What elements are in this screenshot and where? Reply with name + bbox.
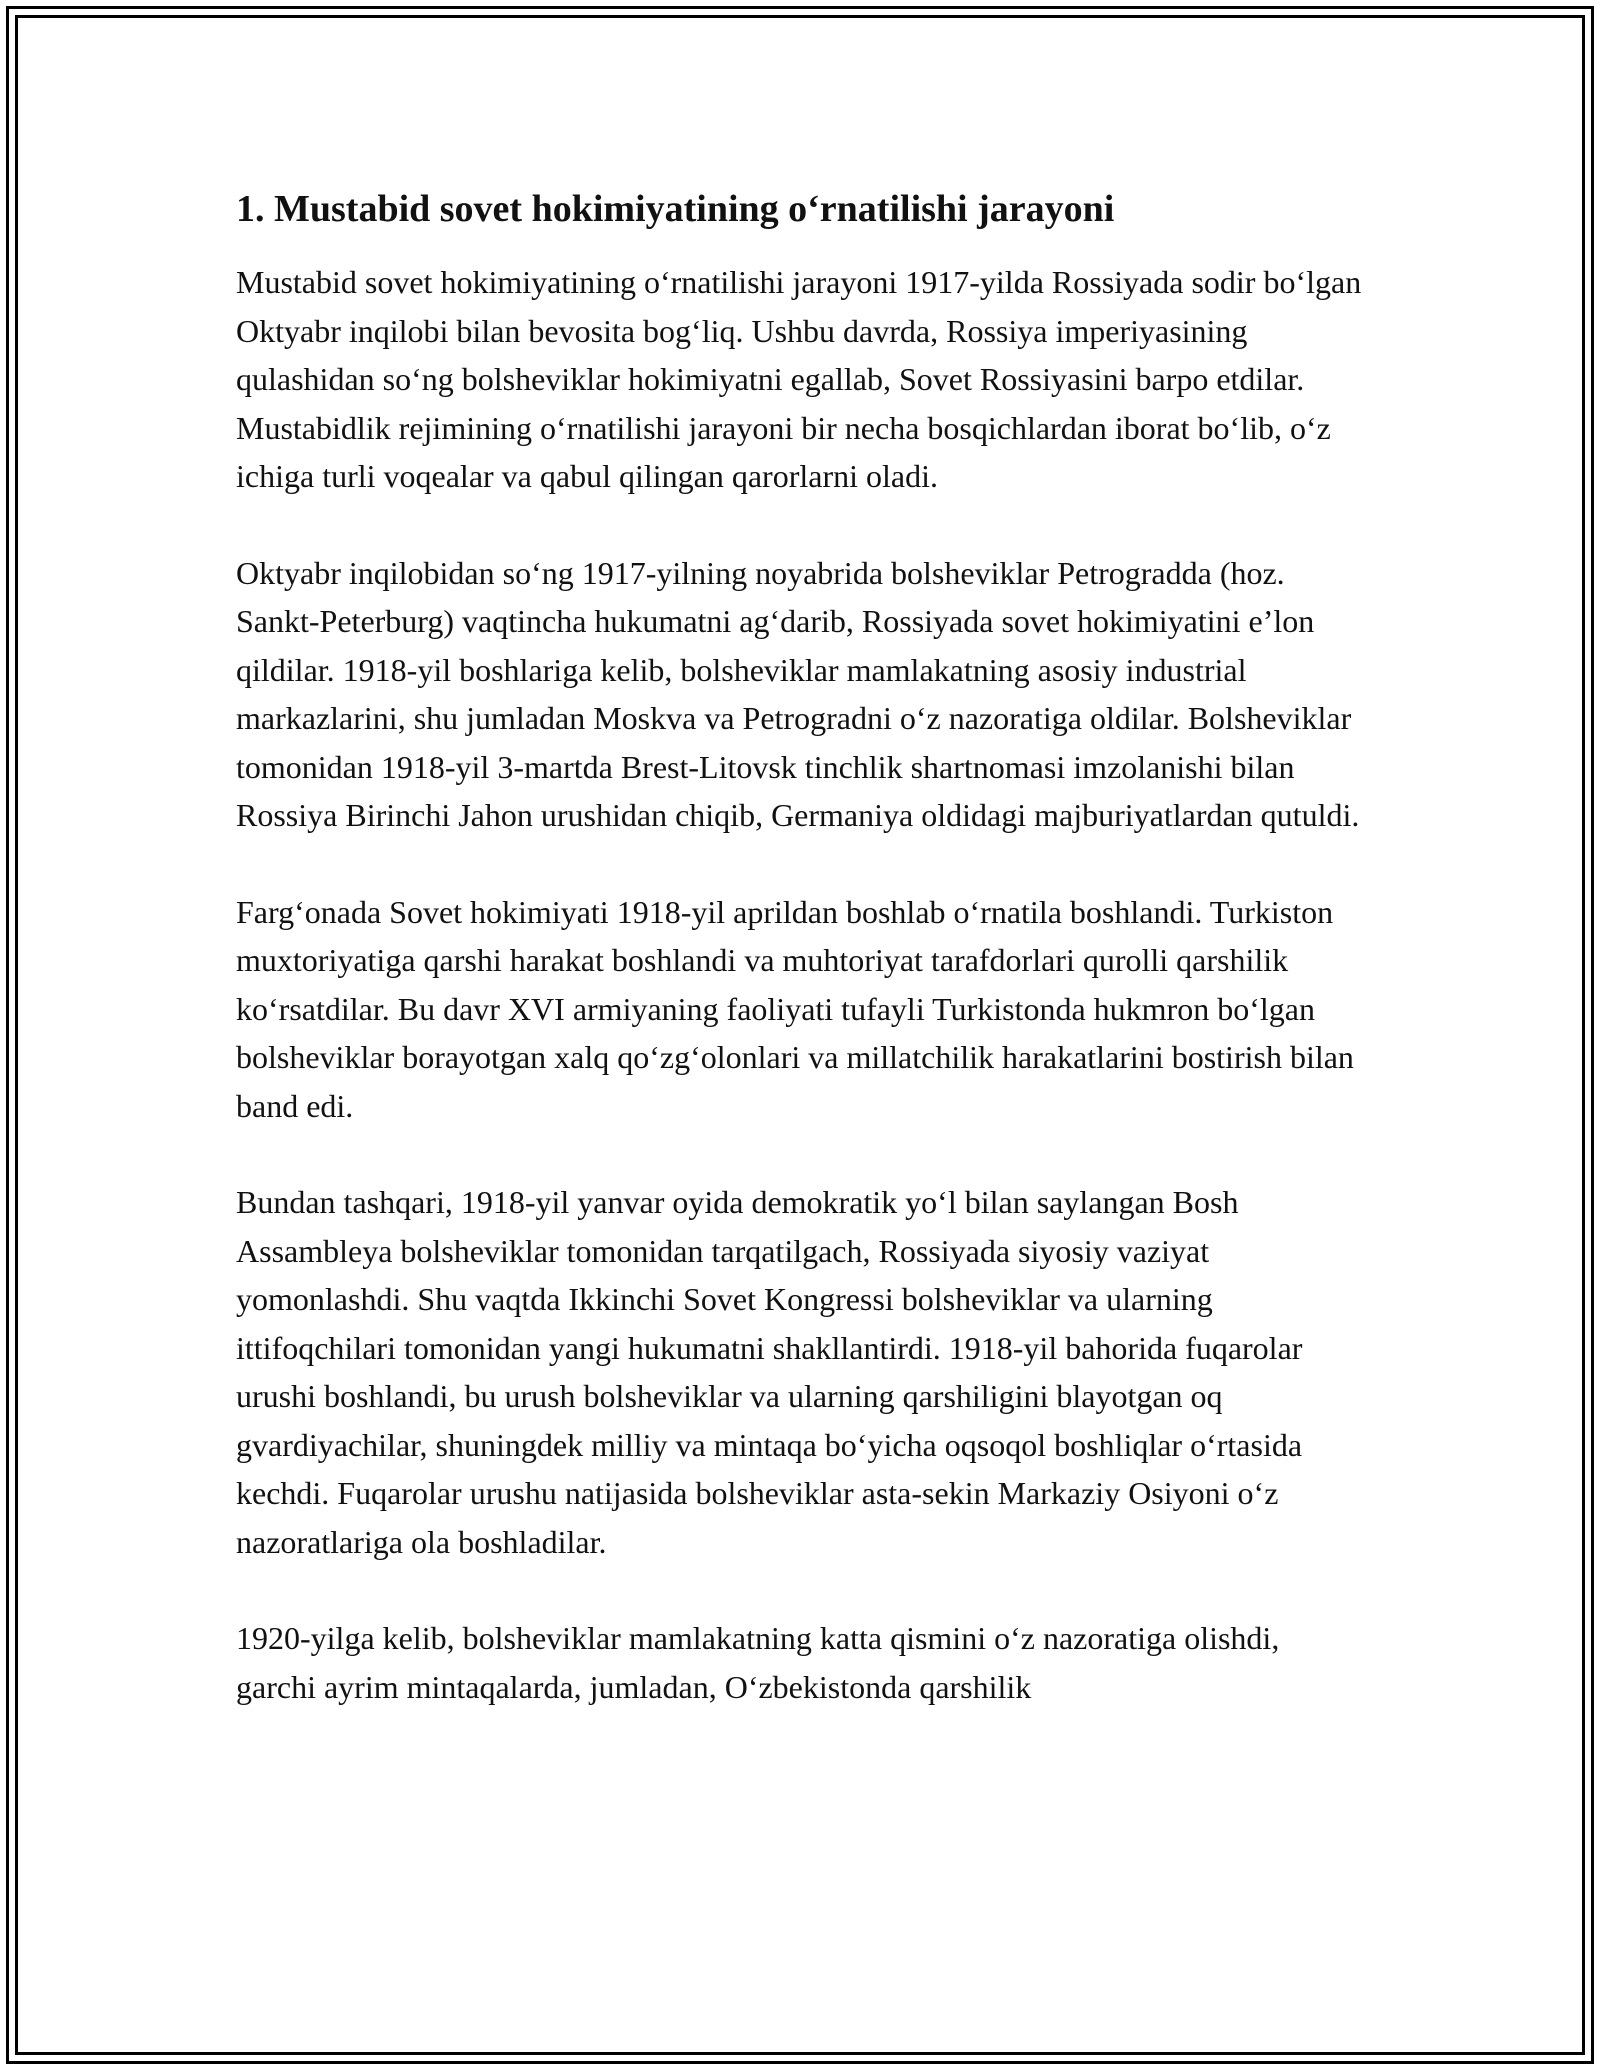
paragraph-3: Farg‘onada Sovet hokimiyati 1918-yil aprildan boshlab o‘rnatila boshlandi. Turkiston muxtoriyatiga qarshi harakat boshlandi va muhtoriyat tarafdorlari qurolli qarshilik ko‘rsatdilar. Bu davr XVI armiyaning faoliyati tufayli Turkistonda hukmron bo‘lgan bolsheviklar borayotgan xalq qo‘zg‘olonlari va millatchilik harakatlarini bostirish bilan band edi. <box>236 893 1354 1124</box>
paragraph-5: 1920-yilga kelib, bolsheviklar mamlakatning katta qismini o‘z nazoratiga olishdi, garchi ayrim mintaqalarda, jumladan, O‘zbekistonda qarshilik <box>236 1620 1280 1705</box>
paragraph-1: Mustabid sovet hokimiyatining o‘rnatilishi jarayoni 1917-yilda Rossiyada sodir bo‘lgan Oktyabr inqilobi bilan bevosita bog‘liq. Ushbu davrda, Rossiya imperiyasining qulashidan so‘ng bolsheviklar hokimiyatni egallab, Sovet Rossiyasini barpo etdilar. Mustabidlik rejimining o‘rnatilishi jarayoni bir necha bosqichlardan iborat bo‘lib, o‘z ichiga turli voqealar va qabul qilingan qarorlarni oladi. <box>236 264 1362 495</box>
section-title: 1. Mustabid sovet hokimiyatining o‘rnatilishi jarayoni <box>236 188 1115 230</box>
paragraph-4: Bundan tashqari, 1918-yil yanvar oyida demokratik yo‘l bilan saylangan Bosh Assambleya bolsheviklar tomonidan tarqatilgach, Rossiyada siyosiy vaziyat yomonlashdi. Shu vaqtda Ikkinchi Sovet Kongressi bolsheviklar va ularning ittifoqchilari tomonidan yangi hukumatni shakllantirdi. 1918-yil bahorida fuqarolar urushi boshlandi, bu urush bolsheviklar va ularning qarshiligini blayotgan oq gvardiyachilar, shuningdek milliy va mintaqa bo‘yicha oqsoqol boshliqlar o‘rtasida kechdi. Fuqarolar urushu natijasida bolsheviklar asta-sekin Markaziy Osiyoni o‘z nazoratlariga ola boshladilar. <box>236 1184 1303 1560</box>
paragraph-2: Oktyabr inqilobidan so‘ng 1917-yilning noyabrida bolsheviklar Petrogradda (hoz. Sankt-Peterburg) vaqtincha hukumatni ag‘darib, Rossiyada sovet hokimiyatini e’lon qildilar. 1918-yil boshlariga kelib, bolsheviklar mamlakatning asosiy industrial markazlarini, shu jumladan Moskva va Petrogradni o‘z nazoratiga oldilar. Bolsheviklar tomonidan 1918-yil 3-martda Brest-Litovsk tinchlik shartnomasi imzolanishi bilan Rossiya Birinchi Jahon urushidan chiqib, Germaniya oldidagi majburiyatlardan qutuldi. <box>236 554 1360 834</box>
document-body <box>236 185 1366 1759</box>
